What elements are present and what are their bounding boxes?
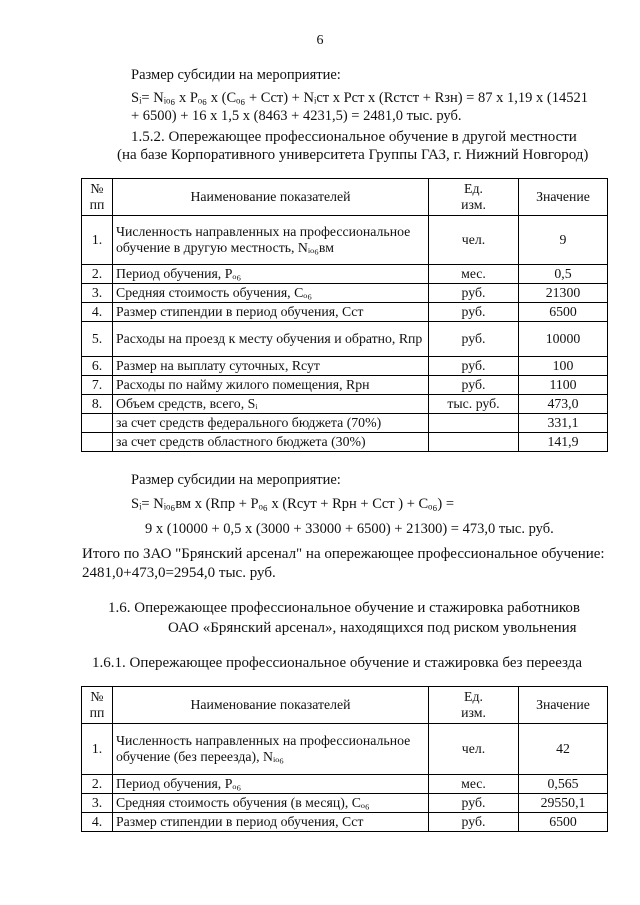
section-1-6-title-line-2: ОАО «Брянский арсенал», находящихся под риском увольнения [168, 620, 577, 636]
row-unit [429, 414, 519, 433]
row-name: Расходы на проезд к месту обучения и обратно, Rпр [113, 322, 429, 357]
row-num: 5. [82, 322, 113, 357]
row-value: 42 [519, 724, 608, 775]
table-row [82, 265, 608, 284]
row-value: 21300 [519, 284, 608, 303]
formula-2-line-2: 9 x (10000 + 0,5 x (3000 + 33000 + 6500) + 21300) = 473,0 тыс. руб. [145, 521, 554, 537]
header-unit: Ед. изм. [429, 179, 519, 216]
row-value: 29550,1 [519, 794, 608, 813]
row-num: 3. [82, 284, 113, 303]
table-row [82, 433, 608, 452]
row-value: 473,0 [519, 395, 608, 414]
row-num [82, 414, 113, 433]
row-name: за счет средств областного бюджета (30%) [113, 433, 429, 452]
header-name: Наименование показателей [113, 179, 429, 216]
row-unit: руб. [429, 303, 519, 322]
total-line-1: Итого по ЗАО "Брянский арсенал" на опережающее профессиональное обучение: [82, 546, 605, 562]
header-num: № пп [82, 179, 113, 216]
indicators-table-1 [81, 178, 608, 452]
row-name: Размер на выплату суточных, Rсут [113, 357, 429, 376]
row-unit: руб. [429, 813, 519, 832]
row-unit: руб. [429, 376, 519, 395]
row-value: 0,5 [519, 265, 608, 284]
section-1-5-2-title-line-1: 1.5.2. Опережающее профессиональное обучение в другой местности [131, 129, 577, 145]
formula-2-line-1: Sᵢ= Nᵢₒ₆вм x (Rпр + Pₒ₆ x (Rсут + Rрн + Cст ) + Cₒ₆) = [131, 496, 455, 512]
row-name: Средняя стоимость обучения (в месяц), Cₒ₆ [113, 794, 429, 813]
row-num: 6. [82, 357, 113, 376]
table-row [82, 414, 608, 433]
row-name: Размер стипендии в период обучения, Cст [113, 813, 429, 832]
header-num: № пп [82, 687, 113, 724]
row-unit [429, 433, 519, 452]
row-num: 2. [82, 265, 113, 284]
total-line-2: 2481,0+473,0=2954,0 тыс. руб. [82, 565, 276, 581]
row-num: 8. [82, 395, 113, 414]
subsidy-title-1: Размер субсидии на мероприятие: [131, 67, 341, 83]
table-header [82, 179, 608, 216]
section-1-6-title-line-1: 1.6. Опережающее профессиональное обучение и стажировка работников [108, 600, 580, 616]
row-name: Численность направленных на профессиональное обучение (без переезда), Nᵢₒ₆ [113, 724, 429, 775]
row-unit: руб. [429, 284, 519, 303]
subsidy-title-2: Размер субсидии на мероприятие: [131, 472, 341, 488]
section-1-6-1-title: 1.6.1. Опережающее профессиональное обучение и стажировка без переезда [92, 655, 582, 671]
header-value: Значение [519, 179, 608, 216]
table-row [82, 322, 608, 357]
row-unit: чел. [429, 216, 519, 265]
table-row [82, 376, 608, 395]
table-row [82, 284, 608, 303]
row-num: 1. [82, 216, 113, 265]
table-row [82, 216, 608, 265]
row-num: 7. [82, 376, 113, 395]
table-row [82, 813, 608, 832]
row-unit: чел. [429, 724, 519, 775]
header-unit: Ед. изм. [429, 687, 519, 724]
row-unit: мес. [429, 775, 519, 794]
row-num: 1. [82, 724, 113, 775]
row-value: 100 [519, 357, 608, 376]
row-unit: руб. [429, 357, 519, 376]
table-row [82, 395, 608, 414]
row-num: 3. [82, 794, 113, 813]
row-value: 10000 [519, 322, 608, 357]
table-row [82, 357, 608, 376]
section-1-5-2-title-line-2: (на базе Корпоративного университета Группы ГАЗ, г. Нижний Новгород) [117, 147, 589, 163]
formula-1-line-1: Sᵢ= Nᵢₒ₆ x Pₒ₆ x (Cₒ₆ + Cст) + Nᵢст x Pст x (Rстст + Rзн) = 87 x 1,19 x (14521 [131, 90, 588, 106]
row-name: Расходы по найму жилого помещения, Rрн [113, 376, 429, 395]
row-unit: мес. [429, 265, 519, 284]
row-name: за счет средств федерального бюджета (70%) [113, 414, 429, 433]
row-num [82, 433, 113, 452]
row-name: Период обучения, Pₒ₆ [113, 775, 429, 794]
indicators-table-2 [81, 686, 608, 832]
page-number: 6 [316, 33, 324, 48]
row-name: Численность направленных на профессиональное обучение в другую местность, Nᵢₒ₆вм [113, 216, 429, 265]
row-name: Средняя стоимость обучения, Cₒ₆ [113, 284, 429, 303]
table-row [82, 794, 608, 813]
row-value: 6500 [519, 813, 608, 832]
table-row [82, 303, 608, 322]
row-num: 4. [82, 813, 113, 832]
row-value: 9 [519, 216, 608, 265]
row-unit: руб. [429, 794, 519, 813]
row-value: 1100 [519, 376, 608, 395]
table-row [82, 724, 608, 775]
header-name: Наименование показателей [113, 687, 429, 724]
row-value: 331,1 [519, 414, 608, 433]
formula-1-line-2: + 6500) + 16 x 1,5 x (8463 + 4231,5) = 2481,0 тыс. руб. [131, 108, 462, 124]
row-value: 0,565 [519, 775, 608, 794]
row-name: Размер стипендии в период обучения, Cст [113, 303, 429, 322]
row-name: Объем средств, всего, Sᵢ [113, 395, 429, 414]
header-value: Значение [519, 687, 608, 724]
row-value: 6500 [519, 303, 608, 322]
row-num: 2. [82, 775, 113, 794]
row-value: 141,9 [519, 433, 608, 452]
row-num: 4. [82, 303, 113, 322]
table-header [82, 687, 608, 724]
row-name: Период обучения, Pₒ₆ [113, 265, 429, 284]
table-row [82, 775, 608, 794]
row-unit: тыс. руб. [429, 395, 519, 414]
row-unit: руб. [429, 322, 519, 357]
